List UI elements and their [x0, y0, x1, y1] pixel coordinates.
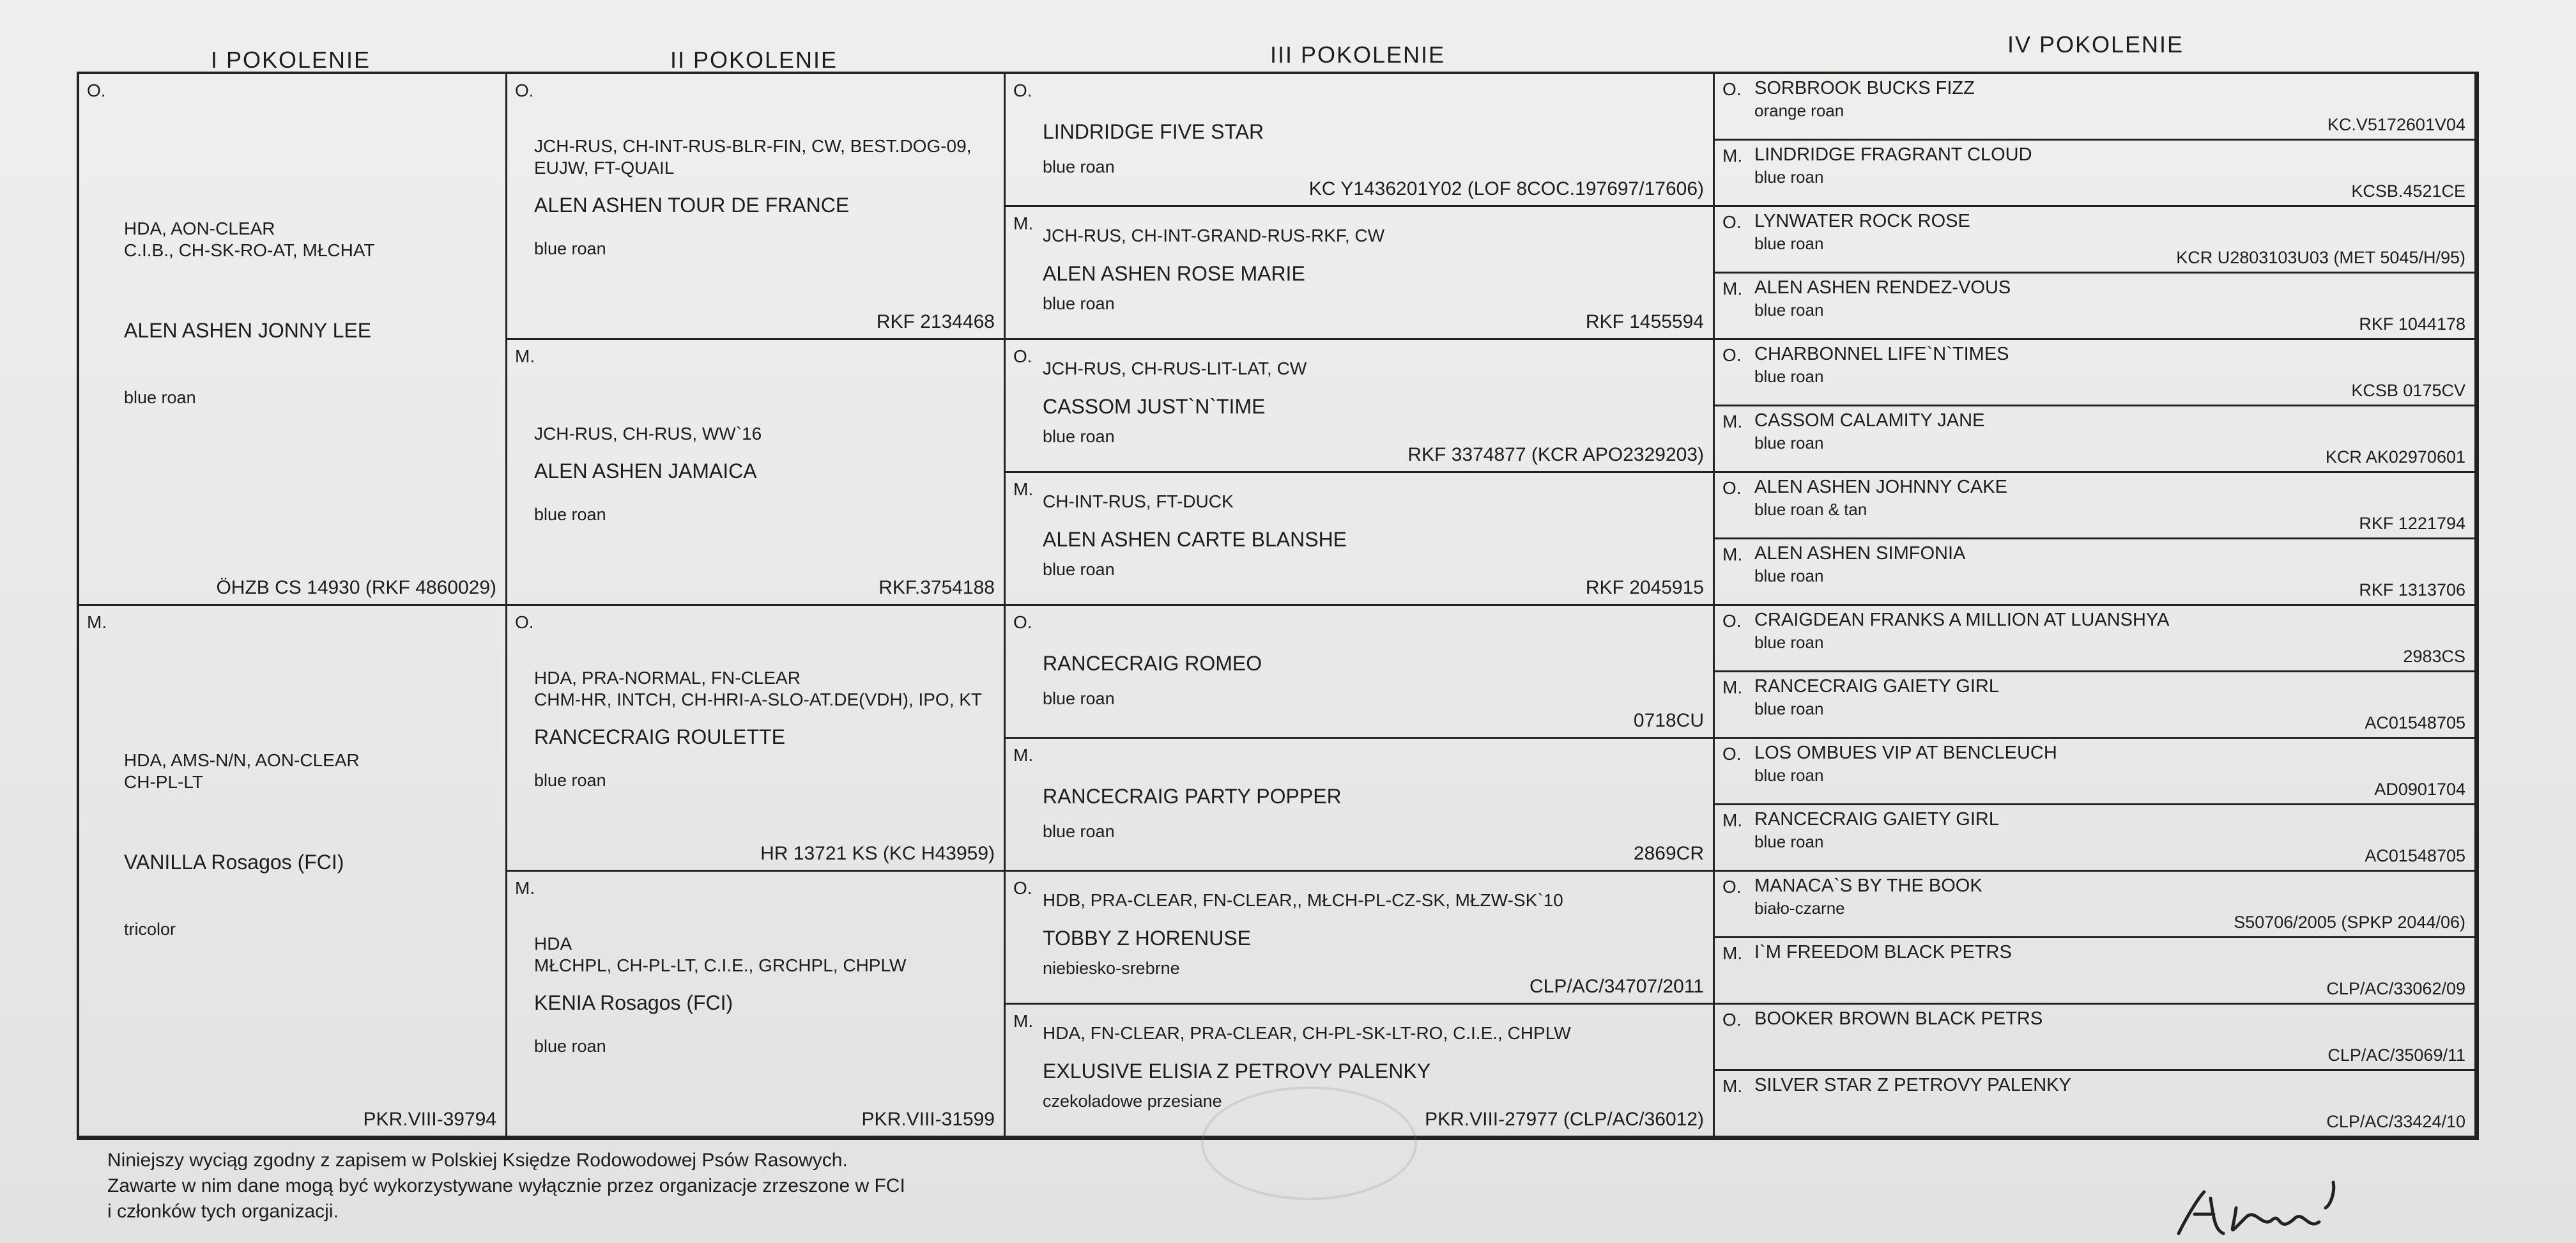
- coat-color: blue roan: [1043, 294, 1115, 313]
- pedigree-cell-gen3: [1006, 207, 1715, 340]
- coat-color: blue roan: [1754, 766, 1824, 785]
- pedigree-cell-gen3: [1006, 606, 1715, 739]
- title-line: JCH-RUS, CH-RUS, WW`16: [534, 423, 762, 444]
- dog-name: RANCECRAIG GAIETY GIRL: [1754, 676, 1999, 697]
- coat-color: blue roan: [1754, 433, 1824, 452]
- sex-label: M.: [1722, 544, 1743, 564]
- registration-number: CLP/AC/34707/2011: [1529, 976, 1704, 997]
- registration-number: CLP/AC/33062/09: [2326, 979, 2465, 998]
- coat-color: blue roan & tan: [1754, 500, 1867, 519]
- registration-number: RKF 1455594: [1585, 311, 1704, 332]
- pedigree-cell-gen4: [1715, 739, 2476, 805]
- titles-block: [124, 218, 375, 261]
- title-line: HDB, PRA-CLEAR, FN-CLEAR,, MŁCH-PL-CZ-SK, MŁZW-SK`10: [1043, 890, 1563, 910]
- sex-label: O.: [1013, 878, 1032, 898]
- dog-name: EXLUSIVE ELISIA Z PETROVY PALENKY: [1043, 1060, 1431, 1083]
- coat-color: biało-czarne: [1754, 899, 1845, 918]
- registration-number: 2983CS: [2403, 647, 2465, 666]
- registration-number: ÖHZB CS 14930 (RKF 4860029): [216, 577, 496, 598]
- dog-name: ALEN ASHEN CARTE BLANSHE: [1043, 528, 1347, 551]
- coat-color: blue roan: [1043, 689, 1115, 708]
- registration-number: RKF.3754188: [878, 577, 995, 598]
- sex-label: O.: [1722, 212, 1742, 232]
- titles-block: [534, 933, 906, 977]
- pedigree-cell-gen4: [1715, 406, 2476, 473]
- coat-color: niebiesko-srebrne: [1043, 959, 1180, 978]
- sex-label: O.: [515, 612, 534, 632]
- sex-label: M.: [1013, 213, 1034, 233]
- registration-number: RKF 1313706: [2359, 580, 2465, 599]
- title-line: HDA, FN-CLEAR, PRA-CLEAR, CH-PL-SK-LT-RO, C.I.E., CHPLW: [1043, 1023, 1571, 1043]
- coat-color: blue roan: [1754, 633, 1824, 652]
- dog-name: ALEN ASHEN JONNY LEE: [124, 318, 372, 342]
- registration-number: KCSB.4521CE: [2351, 181, 2465, 201]
- title-line: HDA, AMS-N/N, AON-CLEAR: [124, 750, 360, 770]
- dog-name: RANCECRAIG GAIETY GIRL: [1754, 809, 1999, 830]
- titles-block: [1043, 358, 1307, 380]
- registration-number: RKF 1221794: [2359, 514, 2465, 533]
- sex-label: O.: [1722, 345, 1742, 365]
- pedigree-cell-gen2: [507, 606, 1006, 872]
- registration-number: CLP/AC/33424/10: [2326, 1112, 2465, 1131]
- sex-label: O.: [87, 81, 106, 100]
- coat-color: blue roan: [1043, 560, 1115, 579]
- sex-label: M.: [1013, 1011, 1034, 1031]
- coat-color: blue roan: [534, 1036, 606, 1056]
- footer-line: i członków tych organizacji.: [107, 1201, 339, 1222]
- coat-color: blue roan: [1754, 300, 1824, 320]
- title-line: JCH-RUS, CH-RUS-LIT-LAT, CW: [1043, 359, 1307, 378]
- pedigree-cell-gen4: [1715, 872, 2476, 938]
- pedigree-cell-gen4: [1715, 1071, 2476, 1138]
- registration-number: AC01548705: [2365, 846, 2465, 865]
- dog-name: LINDRIDGE FIVE STAR: [1043, 120, 1264, 143]
- sex-label: O.: [1722, 79, 1742, 99]
- dog-name: RANCECRAIG ROMEO: [1043, 652, 1262, 675]
- coat-color: blue roan: [1043, 157, 1115, 176]
- registration-number: KCR AK02970601: [2325, 447, 2465, 467]
- generation-header-4: IV POKOLENIE: [2007, 31, 2184, 58]
- dog-name: ALEN ASHEN JOHNNY CAKE: [1754, 477, 2007, 497]
- faint-stamp: [1201, 1086, 1417, 1200]
- generation-header-3: III POKOLENIE: [1269, 42, 1446, 68]
- dog-name: SORBROOK BUCKS FIZZ: [1754, 78, 1975, 98]
- coat-color: tricolor: [124, 919, 176, 939]
- registration-number: KC.V5172601V04: [2327, 115, 2465, 134]
- sex-label: O.: [1722, 478, 1742, 498]
- sex-label: M.: [1722, 943, 1743, 963]
- dog-name: RANCECRAIG ROULETTE: [534, 725, 785, 749]
- registration-number: RKF 3374877 (KCR APO2329203): [1407, 444, 1704, 465]
- titles-block: [1043, 225, 1384, 247]
- footer-line: Zawarte w nim dane mogą być wykorzystywane wyłącznie przez organizacje zrzeszone w FCI: [107, 1175, 905, 1196]
- pedigree-cell-gen3: [1006, 739, 1715, 872]
- pedigree-cell-gen4: [1715, 672, 2476, 739]
- titles-block: [534, 667, 982, 711]
- pedigree-cell-gen3: [1006, 340, 1715, 473]
- dog-name: I`M FREEDOM BLACK PETRS: [1754, 942, 2012, 962]
- pedigree-cell-gen4: [1715, 606, 2476, 672]
- dog-name: ALEN ASHEN ROSE MARIE: [1043, 262, 1305, 285]
- signature: [2166, 1170, 2396, 1243]
- pedigree-cell-gen4: [1715, 805, 2476, 872]
- dog-name: BOOKER BROWN BLACK PETRS: [1754, 1008, 2043, 1029]
- sex-label: M.: [1013, 745, 1034, 765]
- pedigree-cell-gen4: [1715, 207, 2476, 274]
- dog-name: CASSOM CALAMITY JANE: [1754, 410, 1985, 431]
- titles-block: [1043, 1023, 1571, 1044]
- registration-number: S50706/2005 (SPKP 2044/06): [2234, 913, 2465, 932]
- registration-number: AD0901704: [2374, 780, 2465, 799]
- coat-color: blue roan: [1754, 699, 1824, 718]
- registration-number: RKF 2045915: [1585, 577, 1704, 598]
- title-line: HDA, PRA-NORMAL, FN-CLEAR: [534, 667, 801, 688]
- registration-number: KC Y1436201Y02 (LOF 8COC.197697/17606): [1308, 178, 1704, 199]
- pedigree-cell-gen1: [79, 74, 507, 606]
- registration-number: KCSB 0175CV: [2351, 381, 2465, 400]
- generation-header-1: I POKOLENIE: [210, 47, 371, 73]
- pedigree-cell-gen4: [1715, 274, 2476, 340]
- coat-color: blue roan: [1043, 822, 1115, 841]
- dog-name: SILVER STAR Z PETROVY PALENKY: [1754, 1075, 2071, 1095]
- title-line: CH-INT-RUS, FT-DUCK: [1043, 491, 1234, 511]
- title-line: C.I.B., CH-SK-RO-AT, MŁCHAT: [124, 240, 375, 260]
- coat-color: blue roan: [534, 770, 606, 790]
- coat-color: blue roan: [1754, 832, 1824, 851]
- dog-name: RANCECRAIG PARTY POPPER: [1043, 785, 1342, 808]
- pedigree-cell-gen2: [507, 74, 1006, 340]
- coat-color: blue roan: [1754, 367, 1824, 386]
- coat-color: orange roan: [1754, 101, 1844, 120]
- title-line: MŁCHPL, CH-PL-LT, C.I.E., GRCHPL, CHPLW: [534, 955, 907, 975]
- registration-number: KCR U2803103U03 (MET 5045/H/95): [2176, 248, 2465, 267]
- sex-label: O.: [1722, 744, 1742, 764]
- sex-label: M.: [515, 346, 535, 366]
- coat-color: blue roan: [534, 238, 606, 258]
- coat-color: blue roan: [1754, 167, 1824, 187]
- pedigree-cell-gen4: [1715, 1005, 2476, 1071]
- coat-color: blue roan: [124, 387, 196, 407]
- dog-name: LYNWATER ROCK ROSE: [1754, 211, 1970, 231]
- sex-label: O.: [1722, 1010, 1742, 1030]
- sex-label: M.: [1722, 412, 1743, 431]
- dog-name: LINDRIDGE FRAGRANT CLOUD: [1754, 144, 2032, 165]
- title-line: EUJW, FT-QUAIL: [534, 157, 675, 178]
- title-line: CHM-HR, INTCH, CH-HRI-A-SLO-AT.DE(VDH), IPO, KT: [534, 689, 983, 709]
- pedigree-cell-gen3: [1006, 473, 1715, 606]
- pedigree-cell-gen4: [1715, 74, 2476, 141]
- dog-name: KENIA Rosagos (FCI): [534, 991, 733, 1015]
- dog-name: CHARBONNEL LIFE`N`TIMES: [1754, 344, 2009, 364]
- coat-color: czekoladowe przesiane: [1043, 1092, 1222, 1111]
- dog-name: ALEN ASHEN JAMAICA: [534, 459, 757, 483]
- generation-header-2: II POKOLENIE: [670, 47, 838, 73]
- registration-number: HR 13721 KS (KC H43959): [760, 843, 995, 864]
- title-line: JCH-RUS, CH-INT-RUS-BLR-FIN, CW, BEST.DOG-09,: [534, 135, 972, 156]
- sex-label: O.: [515, 81, 534, 100]
- coat-color: blue roan: [1754, 234, 1824, 253]
- dog-name: MANACA`S BY THE BOOK: [1754, 876, 1982, 896]
- sex-label: M.: [515, 878, 535, 898]
- footer-line: Niniejszy wyciąg zgodny z zapisem w Polskiej Księdze Rodowodowej Psów Rasowych.: [107, 1150, 848, 1171]
- sex-label: M.: [1722, 279, 1743, 298]
- pedigree-cell-gen4: [1715, 938, 2476, 1005]
- registration-number: AC01548705: [2365, 713, 2465, 732]
- titles-block: [124, 750, 360, 793]
- dog-name: CRAIGDEAN FRANKS A MILLION AT LUANSHYA: [1754, 610, 2170, 630]
- registration-number: RKF 2134468: [876, 311, 995, 332]
- sex-label: O.: [1013, 612, 1032, 632]
- titles-block: [1043, 890, 1563, 911]
- dog-name: ALEN ASHEN TOUR DE FRANCE: [534, 194, 850, 217]
- pedigree-cell-gen3: [1006, 872, 1715, 1005]
- registration-number: 0718CU: [1633, 710, 1704, 731]
- sex-label: M.: [1722, 677, 1743, 697]
- pedigree-cell-gen1: [79, 606, 507, 1138]
- pedigree-cell-gen4: [1715, 141, 2476, 207]
- coat-color: blue roan: [1043, 427, 1115, 446]
- titles-block: [534, 135, 971, 179]
- title-line: JCH-RUS, CH-INT-GRAND-RUS-RKF, CW: [1043, 226, 1385, 245]
- sex-label: M.: [1722, 1076, 1743, 1096]
- sex-label: M.: [87, 612, 107, 632]
- titles-block: [1043, 491, 1234, 513]
- sex-label: M.: [1722, 810, 1743, 830]
- dog-name: ALEN ASHEN RENDEZ-VOUS: [1754, 277, 2011, 298]
- sex-label: O.: [1722, 877, 1742, 897]
- pedigree-cell-gen2: [507, 872, 1006, 1138]
- dog-name: LOS OMBUES VIP AT BENCLEUCH: [1754, 743, 2057, 763]
- pedigree-cell-gen2: [507, 340, 1006, 606]
- coat-color: blue roan: [534, 504, 606, 524]
- sex-label: O.: [1013, 81, 1032, 100]
- title-line: HDA, AON-CLEAR: [124, 218, 275, 238]
- pedigree-cell-gen3: [1006, 74, 1715, 207]
- title-line: HDA: [534, 933, 572, 953]
- registration-number: PKR.VIII-31599: [861, 1109, 995, 1130]
- dog-name: ALEN ASHEN SIMFONIA: [1754, 543, 1966, 564]
- coat-color: blue roan: [1754, 566, 1824, 585]
- registration-number: PKR.VIII-39794: [363, 1109, 496, 1130]
- dog-name: VANILLA Rosagos (FCI): [124, 850, 344, 874]
- pedigree-grid: [77, 72, 2479, 1140]
- dog-name: TOBBY Z HORENUSE: [1043, 927, 1251, 950]
- sex-label: M.: [1013, 479, 1034, 499]
- footer-note: [107, 1148, 1130, 1224]
- sex-label: O.: [1013, 346, 1032, 366]
- pedigree-cell-gen4: [1715, 340, 2476, 406]
- registration-number: RKF 1044178: [2359, 314, 2465, 334]
- registration-number: CLP/AC/35069/11: [2327, 1046, 2465, 1065]
- sex-label: O.: [1722, 611, 1742, 631]
- sex-label: M.: [1722, 146, 1743, 166]
- titles-block: [534, 423, 762, 445]
- registration-number: 2869CR: [1633, 843, 1704, 864]
- pedigree-cell-gen4: [1715, 539, 2476, 606]
- dog-name: CASSOM JUST`N`TIME: [1043, 395, 1266, 418]
- pedigree-cell-gen4: [1715, 473, 2476, 539]
- registration-number: PKR.VIII-27977 (CLP/AC/36012): [1425, 1109, 1704, 1130]
- title-line: CH-PL-LT: [124, 771, 203, 792]
